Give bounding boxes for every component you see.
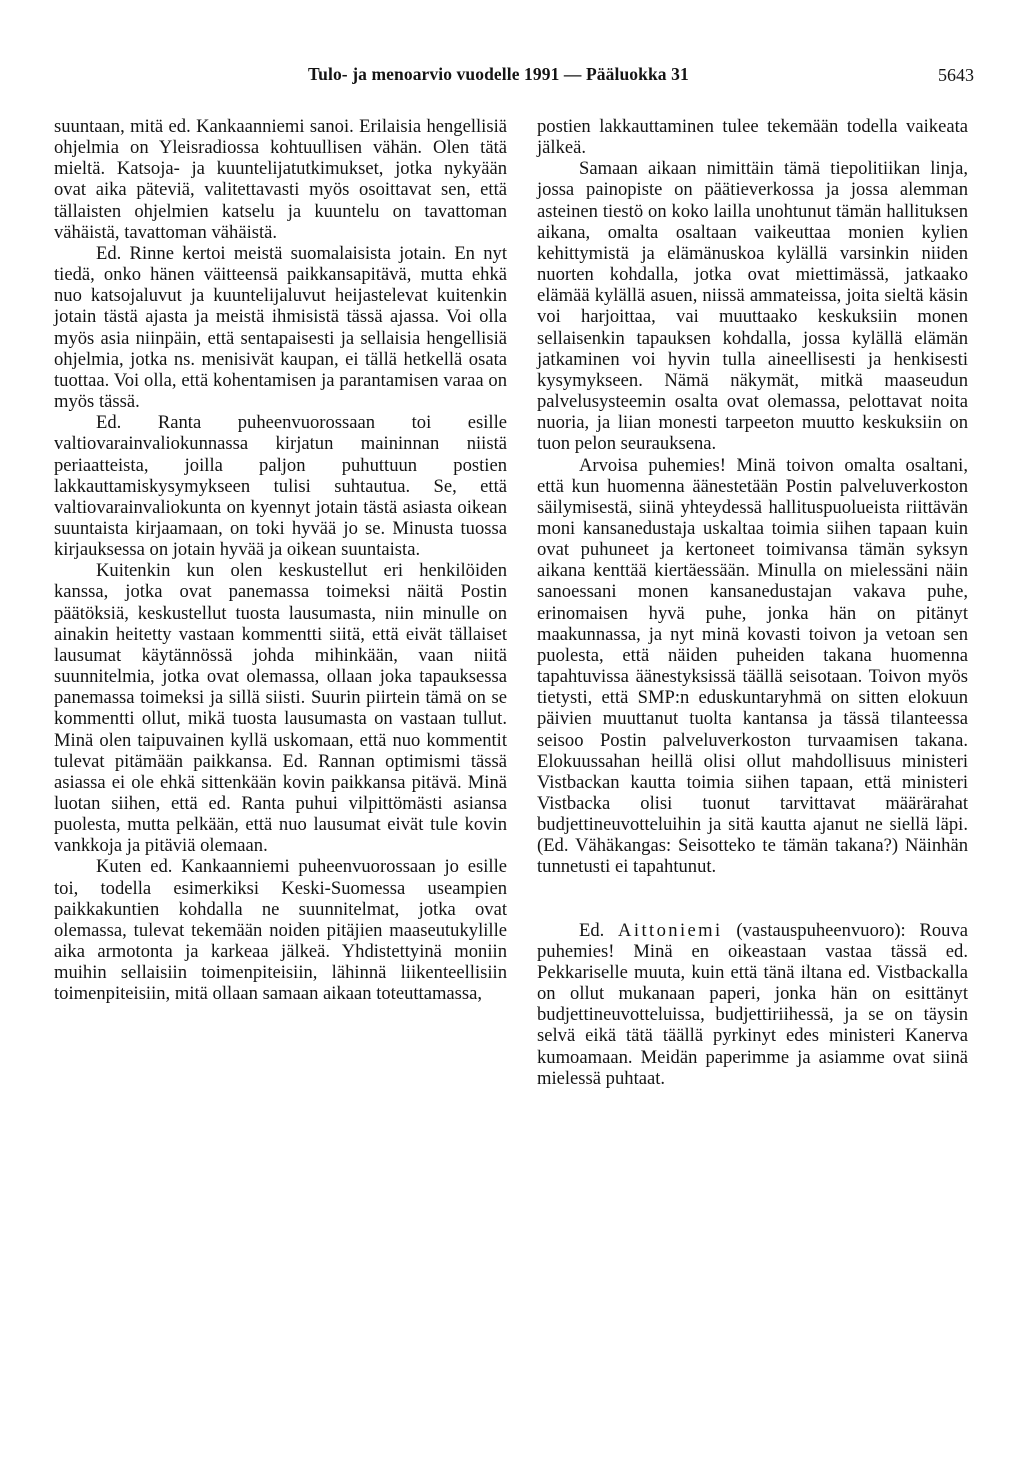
paragraph: Ed. Rinne kertoi meistä suomalaisista jotain. En nyt tiedä, onko hänen väitteensä paikkansapitävä, mutta ehkä nuo katsojaluvut ja kuuntelijaluvut heijastelevat kuitenkin jotain tästä ajasta ja meistä ihmisistä tässä ajassa. Voi olla myös asia niinpäin, että sentapaisesti ja sellaisia hengellisiä ohjelmia, jotka ns. menisivät kaupan, ei tällä hetkellä osata tuottaa. Voi olla, että kohentamisen ja parantamisen varaa on myös tässä. [54,242,507,413]
right-column [537,116,968,1089]
paragraph: Arvoisa puhemies! Minä toivon omalta osaltani, että kun huomenna äänestetään Postin palveluverkoston säilymisestä, siinä yhteydessä hallituspuolueista riittävän moni kansanedustaja uskaltaa toimia siihen tapaan kuin ovat puhuneet ja kertoneet toimivansa tämän syksyn aikana kenttää kiertäessään. Minulla on mielessäni näin sanoessani monen kansanedustajan vakava puhe, erinomaisen hyvä puhe, jonka hän on pitänyt maakunnassa, ja nyt minä kovasti toivon ja vetoan sen puolesta, että näiden puheiden takana huomenna tapahtuvissa äänestyksissä täällä seisotaan. Toivon myös tietysti, että SMP:n eduskuntaryhmä on sitten elokuun päivien muuttanut tuolta kantansa ja tässä tilanteessa seisoo Postin palveluverkoston turvaamisen takana. Elokuussahan heillä olisi ollut mahdollisuus ministeri Vistbackan kautta toimia siihen tapaan, että ministeri Vistbacka olisi tuonut tarvittavat määrärahat budjettineuvotteluihin ja sitä kautta ajanut ne siellä läpi. (Ed. Vähäkangas: Seisotteko te tämän takana?) Näinhän tunnetusti ei tapahtunut. [537,454,968,878]
paragraph: Kuten ed. Kankaanniemi puheenvuorossaan jo esille toi, todella esimerkiksi Keski-Suomessa useampien paikkakuntien kohdalla ne suunnitelmat, jotka ovat olemassa, tulevat tekemään noiden pitäjien maaseutukylille aika armotonta ja karkeaa jälkeä. Yhdistettyinä moniin muihin sellaisiin toimenpiteisiin, lähinnä liikenteellisiin toimenpiteisiin, mitä ollaan samaan aikaan toteuttamassa, [54,856,507,1005]
speaker-name: Aittoniemi [618,919,723,941]
running-header [0,64,1024,88]
paragraph: Kuitenkin kun olen keskustellut eri henkilöiden kanssa, jotka ovat panemassa toimeksi näitä Postin päätöksiä, keskustellut tuosta lausumasta, niin minulle on ainakin heitetty vastaan kommentti siitä, että eivät tällaiset lausumat käytännössä johda mihinkään, vaan niitä suunnitelmia, jotka ovat olemassa, ollaan joka tapauksessa panemassa toimeksi ja sillä siisti. Suurin piirtein tämä on se kommentti ollut, mikä tuosta lausumasta on vastaan tullut. Minä olen taipuvainen kyllä uskomaan, että nuo kommentit tulevat pitämään paikkansa. Ed. Rannan optimismi tässä asiassa ei ole ehkä sittenkään kovin paikkansa pitävä. Minä luotan siihen, että ed. Ranta puhui vilpittömästi asiansa puolesta, mutta pelkään, että nuo lausumat eivät tule kovin vankkoja ja pitäviä olemaan. [54,560,507,857]
left-column [54,116,507,1005]
paragraph: postien lakkauttaminen tulee tekemään todella vaikeata jälkeä. [537,116,968,159]
running-title: Tulo- ja menoarvio vuodelle 1991 — Pääluokka 31 [308,64,689,84]
paragraph: Ed. Ranta puheenvuorossaan toi esille valtiovarainvaliokunnassa kirjatun maininnan niistä periaatteista, joilla paljon puhuttuun postien lakkauttamiskysymykseen tulisi suhtautua. Se, että valtiovarainvaliokunta on kyennyt jotain tästä asiasta oikean suuntaista kirjaamaan, on toki hyvää jo se. Minusta tuossa kirjauksessa on jotain hyvää ja oikean suuntaista. [54,412,507,561]
speech-type: (vastauspuheenvuoro): [736,919,906,941]
speech-body: Rouva puhemies! Minä en oikeastaan vastaa tässä ed. Pekkariselle muuta, kuin että tänä iltana ed. Vistbackalla on ollut mukanaan paperi, jonka hän on esittänyt budjettineuvotteluissa, budjettiriihessä, ja se on täysin selvä eikä tätä täällä pyrkinyt edes ministeri Kanerva kumoamaan. Meidän paperimme ja asiamme ovat siinä mielessä puhtaat. [537,919,968,1089]
paragraph: suuntaan, mitä ed. Kankaanniemi sanoi. Erilaisia hengellisiä ohjelmia on Yleisradiossa kohtuullisen vähän. Olen tätä mieltä. Katsoja- ja kuuntelijatutkimukset, jotka nykyään ovat aika päteviä, valitettavasti myös osoittavat sen, että tällaisten ohjelmien katselu ja kuuntelu on tavattoman vähäistä, tavattoman vähäistä. [54,116,507,243]
speaker-prefix: Ed. [579,919,605,941]
paragraph: Samaan aikaan nimittäin tämä tiepolitiikan linja, jossa painopiste on päätieverkossa ja jossa alemman asteinen tiestö on koko lailla unohtunut tämän hallituksen aikana, omalta osaltaan vaikeuttaa monien kylien kehittymistä ja elämänuskoa kylällä varsinkin niiden nuorten kohdalla, jotka ovat miettimässä, jatkaako elämää kylällä asuen, niissä ammateissa, joita sieltä käsin voi harjoittaa, vai muuttaako keskuksiin monen sellaisenkin tapauksen kohdalla, jossa kylällä elämän jatkaminen voi hyvin tulla aineellisesti ja henkisesti kysymykseen. Nämä näkymät, mitkä maaseudun palvelusysteemin osalta ovat olemassa, pelottavat noita nuoria, ja liian monesti tarpeeton muutto keskuksiin on tuon pelon seurauksena. [537,158,968,455]
page-number: 5643 [938,65,974,85]
speech-aittoniemi [537,920,968,1089]
speech-separator [537,878,968,920]
